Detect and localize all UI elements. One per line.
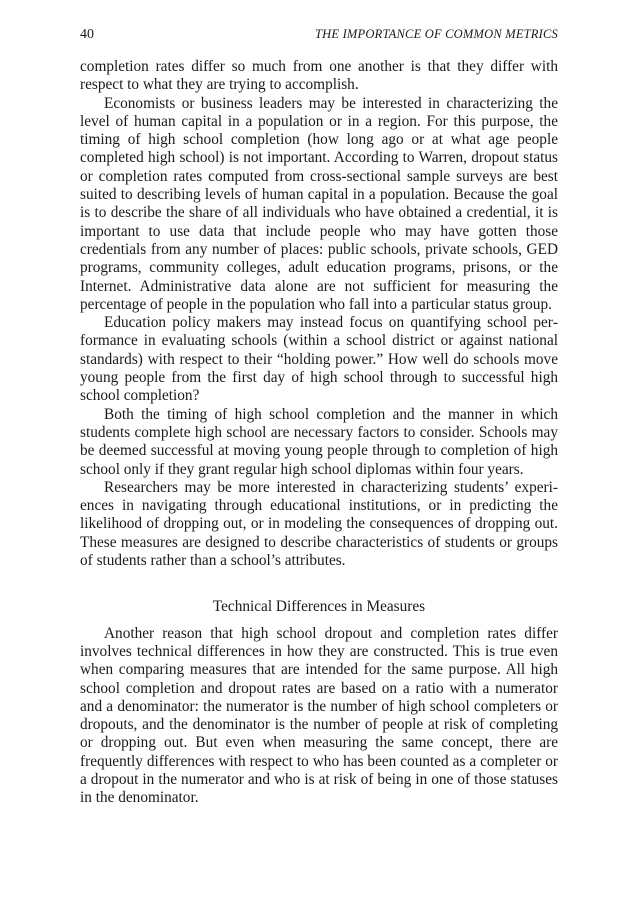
paragraph: Another reason that high school dropout and completion rates differ involves technical differences in how they are constructed. This is true even when comparing measures that are intended for the same purpose. All high school completion and dropout rates are based on a ratio with a numerator and a denominator: the numerator is the number of high school completers or dropouts, and the denominator is the number of people at risk of completing or dropping out. But even when measuring the same concept, there are frequently differences with respect to who has been counted as a completer or a dropout in the numerator and who is at risk of being in one of those statuses in the denominator. [80, 624, 558, 807]
page-number: 40 [80, 27, 94, 42]
running-head [80, 26, 558, 44]
paragraph: completion rates differ so much from one another is that they differ with respect to what they are trying to accomplish. [80, 58, 558, 94]
paragraph: Both the timing of high school completion and the manner in which students complete high school are necessary factors to consider. Schools may be deemed successful at moving young people through to completion of high school only if they grant regular high school diplomas within four years. [80, 405, 558, 478]
body-text [80, 58, 558, 808]
running-title: THE IMPORTANCE OF COMMON METRICS [315, 27, 558, 41]
paragraph: Education policy makers may instead focus on quantifying school performance in evaluating schools (within a school district or against national standards) with respect to their “holding power.” How well do schools move young people from the first day of high school through to successful high school completion? [80, 314, 558, 405]
book-page [80, 26, 558, 808]
section-heading: Technical Differences in Measures [212, 598, 426, 616]
paragraph: Economists or business leaders may be interested in characterizing the level of human capital in a population or in a region. For this purpose, the timing of high school completion (how long ago or at what age people completed high school) is not important. According to Warren, dropout status or completion rates computed from cross-sectional sample surveys are best suited to describing levels of human capital in a population. Because the goal is to describe the share of all individuals who have obtained a credential, it is important to use data that include people who may have gotten those credentials from any number of places: public schools, private schools, GED programs, community colleges, adult education programs, prisons, or the Internet. Administrative data alone are not sufficient for measuring the percentage of people in the population who fall into a particular status group. [80, 94, 558, 313]
paragraph: Researchers may be more interested in characterizing students’ experiences in navigating through educational institutions, or in predicting the likelihood of dropping out, or in modeling the consequences of dropping out. These measures are designed to describe characteristics of students or groups of students rather than a school’s attributes. [80, 478, 558, 570]
